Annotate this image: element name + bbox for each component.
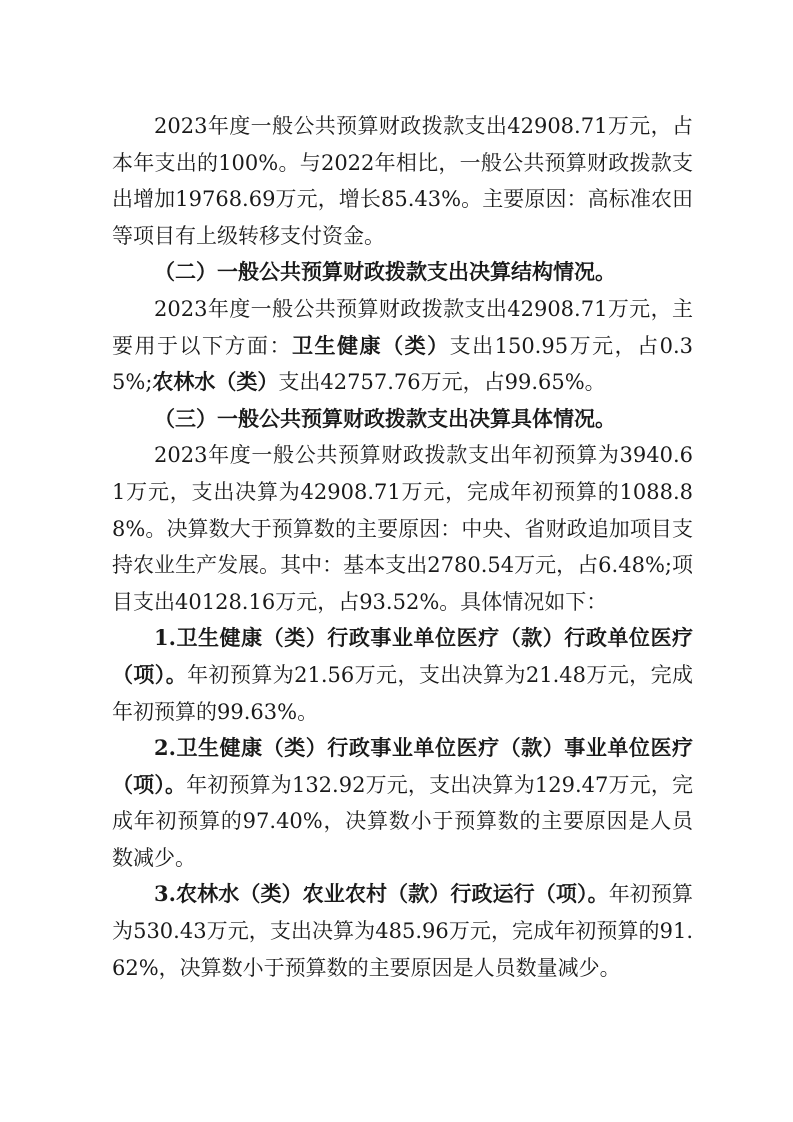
section-heading-details: （三）一般公共预算财政拨款支出决算具体情况。 [154,405,616,431]
paragraph-expenditure-total [112,108,693,254]
section-heading-structure: （二）一般公共预算财政拨款支出决算结构情况。 [154,259,616,285]
category-text-health: 支出150.95万元，占0.35% [112,333,694,395]
detail-item-label: 2.卫生健康（类）行政事业单位医疗（款）事业单位医疗（项）。 [112,735,693,797]
category-label-agriculture: 农林水（类） [152,369,279,395]
paragraph-details [112,437,693,620]
paragraph-text: 2023年度一般公共预算财政拨款支出42908.71万元，主要用于以下方面： [112,296,693,358]
paragraph-text: 2023年度一般公共预算财政拨款支出年初预算为3940.61万元，支出决算为42908.71万元，完成年初预算的1088.88%。决算数大于预算数的主要原因：中央、省财政追加项目支持农业生产发展。其中：基本支出2780.54万元，占6.48%;项目支出40128.16万元，占93.52%。具体情况如下： [112,443,693,614]
detail-item-label: 3.农林水（类）农业农村（款）行政运行（项）。 [154,881,609,907]
detail-item-1 [112,620,693,730]
detail-item-text: 年初预算为132.92万元，支出决算为129.47万元，完成年初预算的97.40%，决算数小于预算数的主要原因是人员数减少。 [112,772,694,870]
detail-item-2 [112,730,693,876]
detail-item-text: 年初预算为530.43万元，支出决算为485.96万元，完成年初预算的91.62%，决算数小于预算数的主要原因是人员数量减少。 [112,882,694,980]
detail-item-3 [112,876,693,986]
category-label-health: 卫生健康（类） [292,332,450,358]
detail-item-label: 1.卫生健康（类）行政事业单位医疗（款）行政单位医疗（项）。 [112,625,693,687]
paragraph-text: 2023年度一般公共预算财政拨款支出42908.71万元，占本年支出的100%。与2022年相比，一般公共预算财政拨款支出增加19768.69万元，增长85.43%。主要原因：高标准农田等项目有上级转移支付资金。 [112,114,693,248]
category-text-agriculture: 支出42757.76万元，占99.65%。 [278,370,606,395]
separator: ; [145,370,153,395]
detail-item-text: 年初预算为21.56万元，支出决算为21.48万元，完成年初预算的99.63%。 [112,662,693,724]
paragraph-structure [112,291,693,401]
